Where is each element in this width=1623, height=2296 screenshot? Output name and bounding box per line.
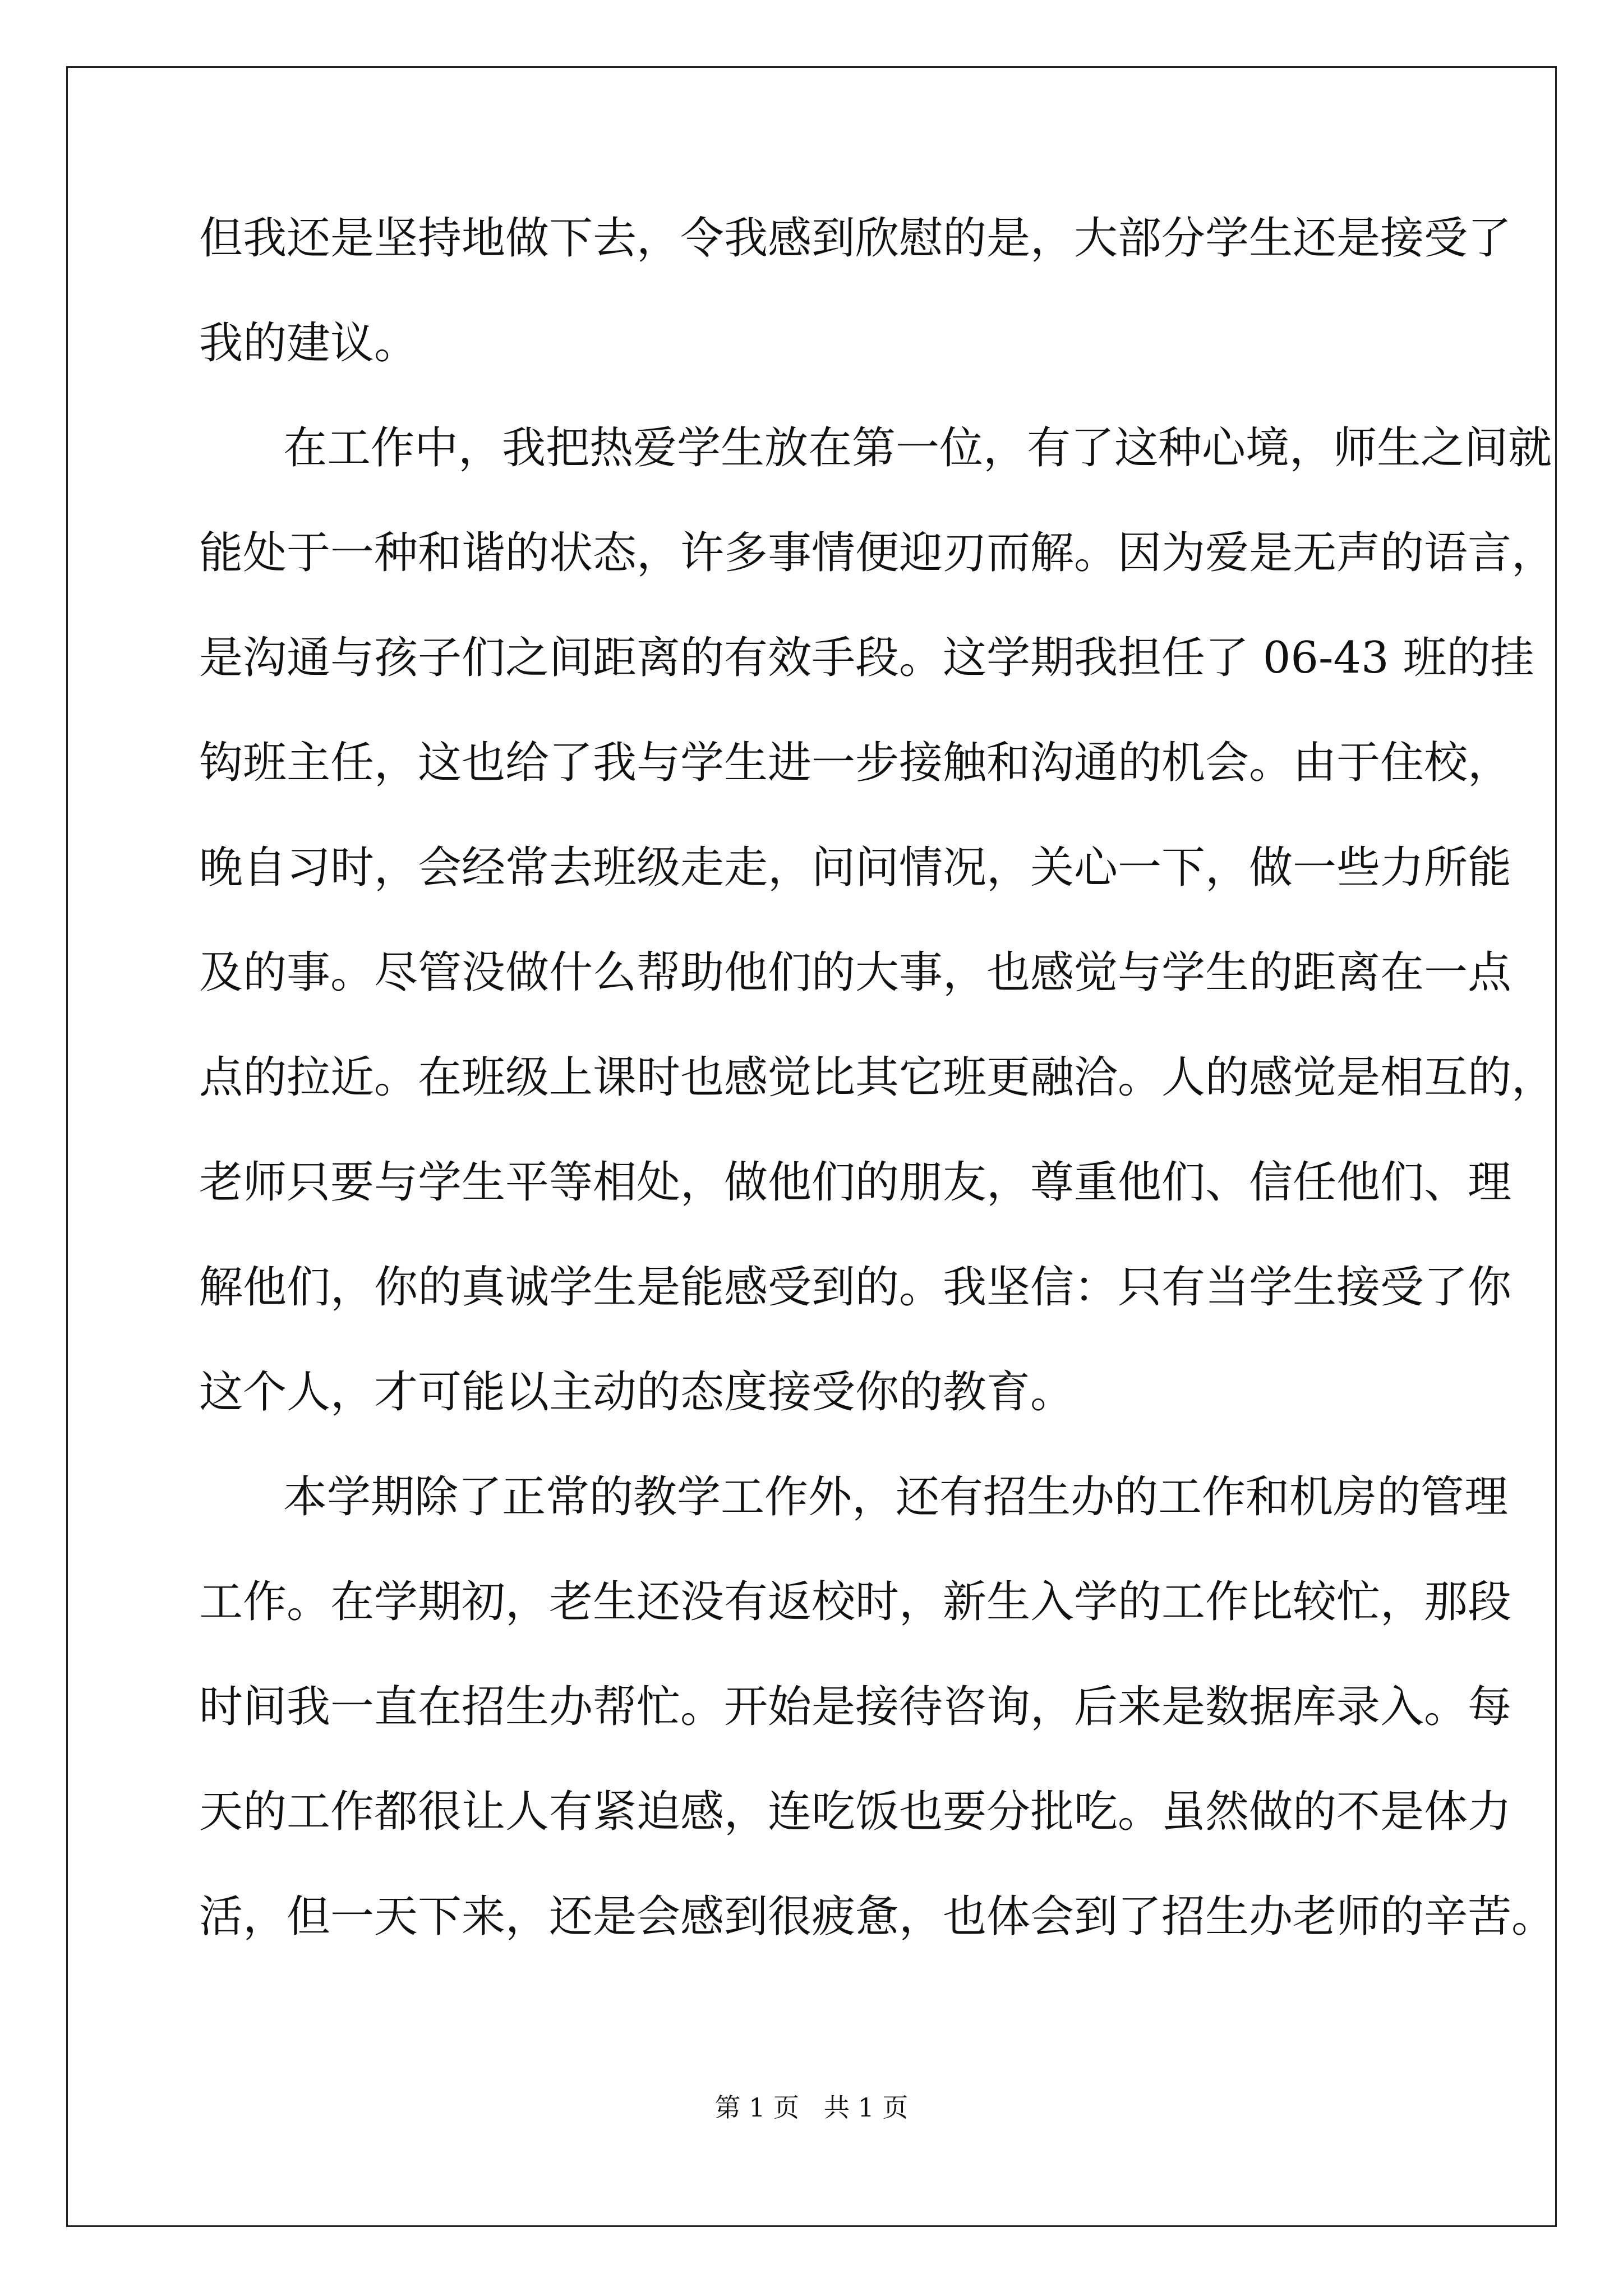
text-line: 晚自习时，会经常去班级走走，问问情况，关心一下，做一些力所能	[199, 843, 1512, 893]
paragraph-start-line: 本学期除了正常的教学工作外，还有招生办的工作和机房的管理	[283, 1472, 1509, 1522]
text-line: 解他们，你的真诚学生是能感受到的。我坚信：只有当学生接受了你	[199, 1262, 1512, 1313]
text-line: 天的工作都很让人有紧迫感，连吃饭也要分批吃。虽然做的不是体力	[199, 1787, 1512, 1837]
text-line: 这个人，才可能以主动的态度接受你的教育。	[199, 1367, 1075, 1418]
text-line: 我的建议。	[199, 318, 418, 369]
text-line: 能处于一种和谐的状态，许多事情便迎刃而解。因为爱是无声的语言，	[199, 528, 1556, 578]
document-body	[199, 205, 1556, 1988]
text-line: 但我还是坚持地做下去，令我感到欣慰的是，大部分学生还是接受了	[199, 213, 1512, 264]
text-line: 老师只要与学生平等相处，做他们的朋友，尊重他们、信任他们、理	[199, 1157, 1512, 1208]
text-line: 及的事。尽管没做什么帮助他们的大事，也感觉与学生的距离在一点	[199, 947, 1512, 998]
text-line: 工作。在学期初，老生还没有返校时，新生入学的工作比较忙，那段	[199, 1577, 1512, 1627]
paragraph-start-line: 在工作中，我把热爱学生放在第一位，有了这种心境，师生之间就	[283, 423, 1552, 473]
page-number-footer: 第 1 页 共 1 页	[714, 2092, 909, 2123]
text-line: 钩班主任，这也给了我与学生进一步接触和沟通的机会。由于住校，	[199, 738, 1512, 788]
text-line: 点的拉近。在班级上课时也感觉比其它班更融洽。人的感觉是相互的，	[199, 1052, 1556, 1103]
text-line: 时间我一直在招生办帮忙。开始是接待咨询，后来是数据库录入。每	[199, 1682, 1512, 1732]
text-line: 是沟通与孩子们之间距离的有效手段。这学期我担任了 06-43 班的挂	[199, 633, 1534, 683]
text-line: 活，但一天下来，还是会感到很疲惫，也体会到了招生办老师的辛苦。	[199, 1892, 1556, 1942]
